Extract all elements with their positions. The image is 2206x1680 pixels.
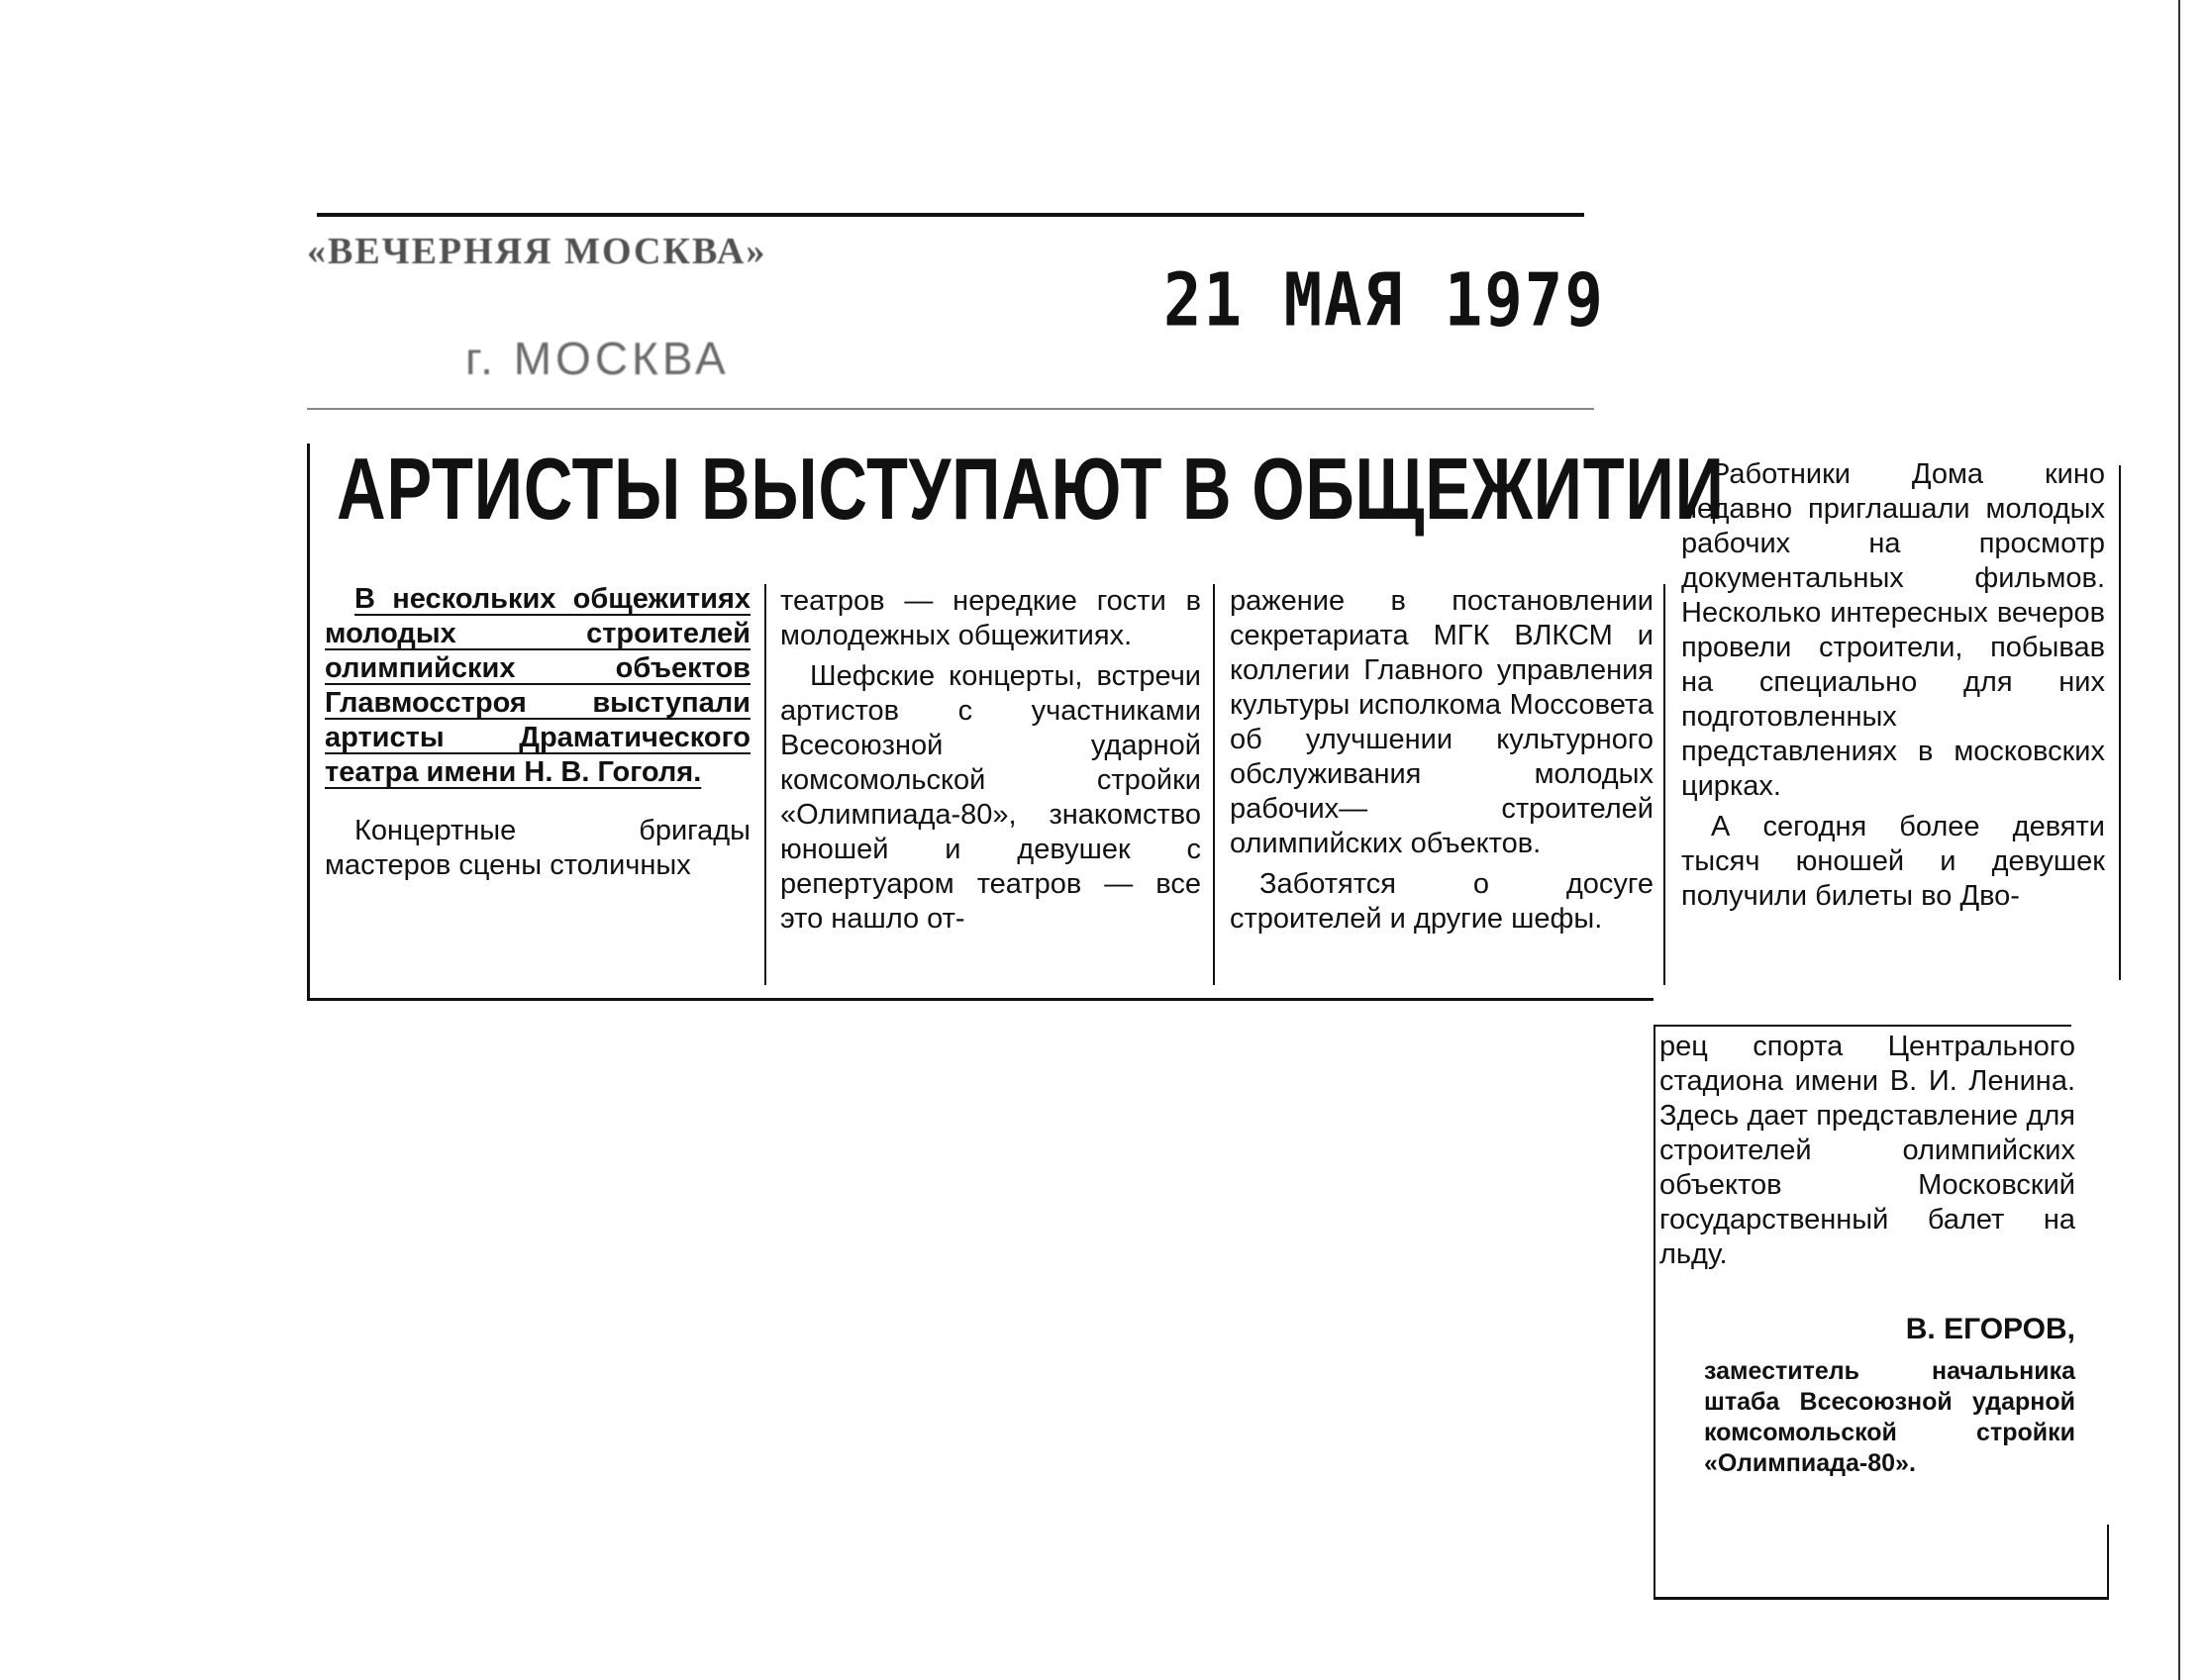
column-divider: [1213, 584, 1215, 985]
paragraph: А сегодня более девяти тысяч юношей и девушек получили билеты во Дво-: [1681, 811, 2105, 912]
author-name: В. ЕГОРОВ,: [1905, 1313, 2075, 1345]
city-stamp: г. МОСКВА: [465, 333, 730, 384]
paragraph: ражение в постановлении секретариата МГК ВЛКСМ и коллегии Главного управления культуры исполкома Моссовета об улучшении культурного обслуживания молодых рабочих— строителей олимпийских объектов.: [1230, 585, 1654, 859]
newspaper-stamp: «ВЕЧЕРНЯЯ МОСКВА»: [307, 231, 767, 272]
top-rule: [317, 213, 1584, 217]
paragraph: Работники Дома кино недавно приглашали молодых рабочих на просмотр документальных фильмов. Несколько интересных вечеров провели строители, побывав на специально для них подготовленных представлениях в московских цирках.: [1681, 458, 2105, 802]
article-column-3: [1230, 584, 1654, 937]
paragraph: Шефские концерты, встречи артистов с участниками Всесоюзной ударной комсомольской стройки «Олимпиада-80», знакомство юношей и девушек с репертуаром театров — все это нашло от-: [780, 660, 1201, 935]
continuation-left-border: [1654, 1025, 1655, 1597]
column-right-border: [2119, 465, 2121, 980]
continuation-top-rule: [1655, 1025, 2071, 1027]
article-column-5: [1659, 1030, 2075, 1479]
paragraph: театров — нередкие гости в молодежных общежитиях.: [780, 585, 1201, 651]
continuation-bottom-rule: [1654, 1597, 2109, 1600]
column-divider: [1663, 584, 1665, 985]
article-column-1: [325, 582, 751, 883]
page-edge: [2178, 0, 2180, 1680]
column-divider: [764, 584, 766, 985]
article-column-4: [1681, 457, 2105, 914]
headline: АРТИСТЫ ВЫСТУПАЮТ В ОБЩЕЖИТИИ: [337, 440, 1725, 538]
stamp-bottom-rule: [307, 408, 1594, 410]
continuation-right-border: [2107, 1525, 2109, 1599]
lead-paragraph: В нескольких общежитиях молодых строителей олимпийских объектов Главмосстроя выступали артисты Драматического театра имени Н. В. Гоголя.: [325, 583, 751, 788]
article-column-2: [780, 584, 1201, 937]
author-title: заместитель начальника штаба Всесоюзной ударной комсомольской стройки «Олимпиада-80».: [1704, 1357, 2075, 1477]
article-left-border: [307, 444, 310, 1000]
paragraph: Концертные бригады мастеров сцены столичных: [325, 815, 751, 881]
date-stamp: 21 МАЯ 1979: [1163, 259, 1605, 345]
article-bottom-rule: [307, 998, 1654, 1001]
paragraph: Заботятся о досуге строителей и другие шефы.: [1230, 868, 1654, 935]
paragraph: рец спорта Центрального стадиона имени В. И. Ленина. Здесь дает представление для строителей олимпийских объектов Московский государственный балет на льду.: [1659, 1031, 2075, 1270]
